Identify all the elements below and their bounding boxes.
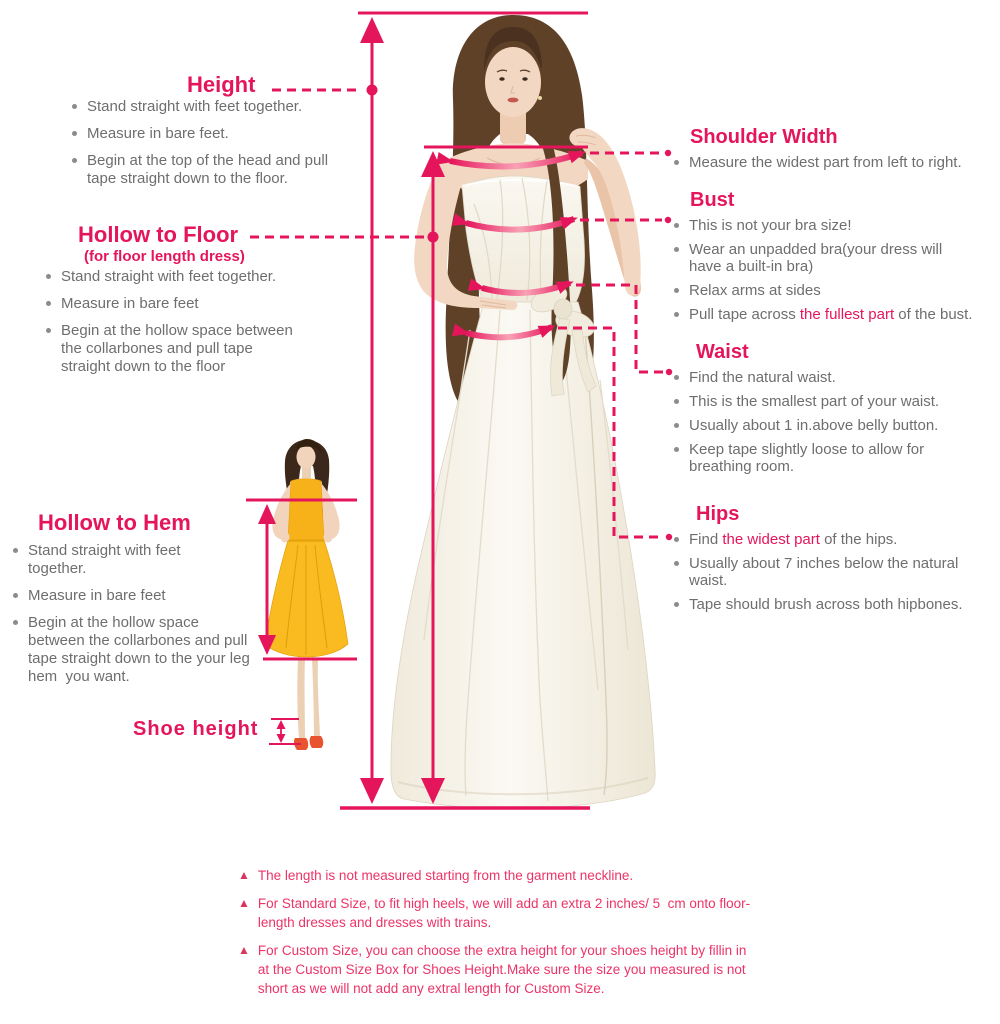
- list-item: [674, 393, 1000, 410]
- warning-triangle-icon: ▲: [238, 943, 250, 957]
- small-model-illustration: [265, 439, 348, 750]
- bullet-text: Relax arms at sides: [689, 282, 821, 299]
- note-item: [238, 941, 758, 998]
- bullet-text: Pull tape across the fullest part of the bust.: [689, 306, 973, 323]
- hips-section: [666, 503, 1000, 620]
- hollow-to-hem-section: [13, 542, 253, 695]
- list-item: [46, 295, 346, 313]
- list-item: [674, 417, 1000, 434]
- list-item: [674, 306, 1000, 323]
- bullet-text: Keep tape slightly loose to allow for breathing room.: [689, 441, 929, 475]
- bullet-dot: [13, 548, 18, 553]
- height-title: Height: [187, 72, 256, 97]
- list-item: [72, 98, 340, 116]
- shoulder-width-section: [666, 126, 1000, 178]
- bust-section: [666, 189, 1000, 330]
- waist-title: Waist: [696, 341, 749, 363]
- list-item: [72, 152, 340, 188]
- bullet-text: Usually about 7 inches below the natural waist.: [689, 555, 963, 589]
- hollow-to-floor-subtitle: (for floor length dress): [84, 248, 245, 265]
- list-item: [674, 282, 1000, 299]
- bullet-text: This is not your bra size!: [689, 217, 852, 234]
- bullet-text: Stand straight with feet together.: [61, 268, 277, 285]
- warning-triangle-icon: ▲: [238, 896, 250, 910]
- list-item: [13, 614, 253, 686]
- bullet-dot: [674, 312, 679, 317]
- note-text: The length is not measured starting from the garment neckline.: [257, 868, 634, 883]
- bullet-dot: [46, 274, 51, 279]
- bullet-dot: [674, 561, 679, 566]
- bullet-text: Begin at the hollow space between the collarbones and pull tape straight down to the floor: [61, 322, 297, 375]
- waist-section: [666, 341, 1000, 482]
- note-text: For Custom Size, you can choose the extra height for your shoes height by fillin in at the Custom Size Box for Shoes Height.Make sure the size you measured is not short as we will not add any extral length for Custom Size.: [257, 943, 751, 996]
- bullet-text: Find the natural waist.: [689, 369, 836, 386]
- bullet-dot: [72, 104, 77, 109]
- list-item: [72, 125, 340, 143]
- bullet-text: Tape should brush across both hipbones.: [689, 596, 963, 613]
- bullet-text: Usually about 1 in.above belly button.: [689, 417, 939, 434]
- list-item: [674, 241, 1000, 275]
- bullet-dot: [13, 593, 18, 598]
- bullet-dot: [674, 423, 679, 428]
- list-item: [674, 217, 1000, 234]
- list-item: [674, 555, 1000, 589]
- bullet-dot: [674, 223, 679, 228]
- highlighted-phrase: the fullest part: [799, 306, 895, 323]
- note-text: For Standard Size, to fit high heels, we will add an extra 2 inches/ 5 cm onto floor-length dresses and dresses with trains.: [257, 896, 751, 930]
- hollow-to-floor-section: [46, 268, 346, 385]
- bullet-text: This is the smallest part of your waist.: [689, 393, 940, 410]
- bullet-dot: [674, 537, 679, 542]
- shoe-height-label: Shoe height: [133, 718, 259, 740]
- bullet-dot: [674, 288, 679, 293]
- list-item: [674, 596, 1000, 613]
- list-item: [674, 531, 1000, 548]
- bullet-text: Stand straight with feet together.: [28, 542, 185, 577]
- hollow-to-floor-title: Hollow to Floor: [78, 222, 239, 247]
- bullet-dot: [46, 301, 51, 306]
- bullet-text: Find the widest part of the hips.: [689, 531, 898, 548]
- bullet-dot: [674, 247, 679, 252]
- bullet-dot: [46, 328, 51, 333]
- bullet-text: Measure in bare feet: [28, 587, 166, 604]
- bullet-text: Begin at the hollow space between the collarbones and pull tape straight down to the your leg hem you want.: [28, 614, 254, 685]
- list-item: [674, 154, 1000, 171]
- bullet-dot: [674, 602, 679, 607]
- bullet-dot: [72, 131, 77, 136]
- height-section: [72, 98, 340, 197]
- list-item: [46, 268, 346, 286]
- bust-title: Bust: [690, 189, 735, 211]
- list-item: [674, 441, 1000, 475]
- bullet-dot: [674, 375, 679, 380]
- hollow-to-hem-title: Hollow to Hem: [38, 510, 191, 535]
- main-model-illustration: [391, 15, 655, 809]
- bullet-dot: [674, 399, 679, 404]
- list-item: [13, 542, 253, 578]
- bullet-text: Stand straight with feet together.: [87, 98, 303, 115]
- bullet-text: Begin at the top of the head and pull tape straight down to the floor.: [87, 152, 333, 187]
- bullet-text: Measure the widest part from left to right.: [689, 154, 962, 171]
- bullet-text: Measure in bare feet: [61, 295, 199, 312]
- hips-title: Hips: [696, 503, 740, 525]
- list-item: [13, 587, 253, 605]
- warning-triangle-icon: ▲: [238, 868, 250, 882]
- list-item: [674, 369, 1000, 386]
- notes-section: [238, 866, 758, 1007]
- note-item: [238, 894, 758, 932]
- highlighted-phrase: the widest part: [722, 531, 820, 548]
- shoulder-width-title: Shoulder Width: [690, 126, 838, 148]
- note-item: [238, 866, 758, 885]
- bullet-dot: [13, 620, 18, 625]
- bullet-dot: [72, 158, 77, 163]
- bullet-dot: [674, 447, 679, 452]
- bullet-dot: [674, 160, 679, 165]
- list-item: [46, 322, 346, 376]
- bullet-text: Measure in bare feet.: [87, 125, 229, 142]
- bullet-text: Wear an unpadded bra(your dress will have a built-in bra): [689, 241, 947, 275]
